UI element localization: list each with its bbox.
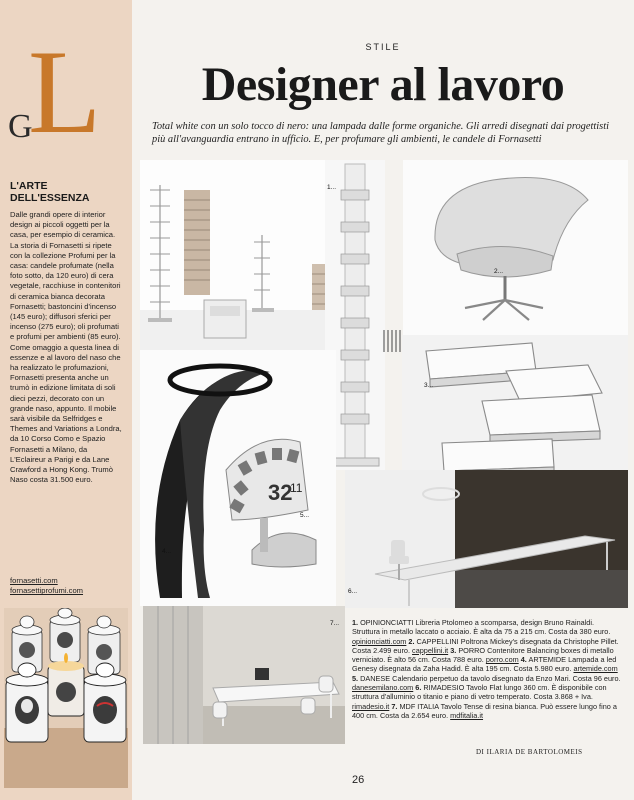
caption-item2-brand: CAPPELLINI [416,636,459,646]
caption-item6-link[interactable]: rimadesio.it [352,701,390,711]
page-subtitle: Total white con un solo tocco di nero: una lampada dalle forme organiche. Gli arredi disegnati dai progettisti più all'avanguardia entrano in ufficio. E, per profumare gli ambienti, le candele di Fornasetti [152,121,609,145]
caption-item4-brand: ARTEMIDE [528,655,567,665]
caption-item3-text: Contenitore Balancing boxes di metallo verniciato. È alto 56 cm. Costa 788 euro. [352,645,614,665]
sidebar-links [10,576,124,596]
sidebar-title-line2: DELL'ESSENZA [10,192,90,204]
photo-number-2: 2... [494,268,504,275]
caption-item1-brand: OPINIONCIATTI [360,618,414,627]
link-fornasetti-profumi[interactable]: fornasettiprofumi.com [10,586,84,596]
tense-table-illustration [143,606,345,744]
photo-lamp-calendar [140,350,336,606]
armchair-illustration [403,160,628,335]
caption-item3-link[interactable]: porro.com [485,655,519,665]
products-caption [352,618,624,720]
photo-number-6: 6... [348,588,358,595]
caption-item2-text: Poltrona Mickey's disegnata da Christophe Pillet. Costa 2.499 euro. [352,636,619,655]
caption-item3-brand: PORRO [458,645,486,655]
photo-tense-table [143,606,345,744]
caption-item5-num: 5. [352,673,359,683]
caption-item7-link[interactable]: mdfitalia.it [450,710,484,720]
caption-item6-text: Tavolo Flat lungo 360 cm. È disponibile con struttura d'alluminio o titanio e piano di vetro temperato. Costa 3.868 + Iva. [352,683,607,702]
photo-number-7: 7... [330,620,340,627]
link-fornasetti[interactable]: fornasetti.com [10,576,58,585]
caption-item5-text: Calendario perpetuo da tavolo disegnato da Enzo Mari. Costa 96 euro. [392,673,621,683]
caption-item1-text: Libreria Ptolomeo a scomparsa, design Bruno Rainaldi. Struttura in metallo laccato o acciaio. È alta da 75 a 215 cm. Costa da 380 euro. [352,618,611,637]
office-table-illustration [345,470,628,608]
logo-letter-g: G [8,108,33,145]
caption-item6-brand: RIMADESIO [423,683,465,693]
caption-item4-num: 4. [520,655,527,665]
caption-item3-num: 3. [450,645,457,655]
caption-item1-link[interactable]: opinionciatti.com [352,636,407,646]
photo-number-1: 1... [327,184,337,191]
logo-letter-l: L [28,25,102,158]
photo-armchair [403,160,628,335]
section-label: STILE [365,42,401,52]
white-cube [204,300,246,338]
caption-item5-link[interactable]: danesemilano.com [352,683,414,693]
candles-photo [4,608,128,788]
caption-item7-text: Tavolo Tense di resina bianca. Può essere lungo fino a 400 cm. Costa da 2.654 euro. [352,701,617,720]
sidebar-title [10,180,126,204]
svg-text:11: 11 [290,481,303,495]
caption-item2-num: 2. [408,636,415,646]
photo-number-4: 4... [162,548,172,555]
caption-item4-text: Lampada a led Genesy disegnata da Zaha Hadid. È alta 195 cm. Costa 5.980 euro. [352,655,617,674]
caption-item7-brand: MDF ITALIA [399,701,439,711]
photo-number-3: 3... [424,382,434,389]
byline-prefix: DI [476,748,485,756]
candle-lit [48,653,84,716]
caption-item1-num: 1. [352,618,359,627]
photo-number-5: 5... [300,512,310,519]
caption-item2-link[interactable]: cappellini.it [412,645,449,655]
photo-library [140,160,335,350]
caption-item7-num: 7. [391,701,398,711]
sidebar-body-text: Dalle grandi opere di interior design ai piccoli oggetti per la casa, per esempio di ceramica. La storia di Fornasetti si ripete con la collezione Profumi per la casa: candele profumate (nella foto sotto, da 120 euro) di cera vegetale, racchiuse in contenitori di ceramica bianca decorata Fornasetti; bastoncini d'incenso (145 euro); diffusori sferici per incenso (275 euro); oli profumati e profumi per ambienti (85 euro). Come omaggio a questa linea di essenze e al lavoro del naso che ha realizzato le profumazioni, Fornasetti presenta anche un trumò in edizione limitata di soli dieci pezzi, decorato con un grande naso, appunto. Il mobile sarà visibile da Selfridges e Themes and Variations a Londra, da 10 Corso Como e Spazio Fornasetti a Milano, da L'Eclaireur a Parigi e da Lane Crawford a Hong Kong. Trumò Naso costa 31.500 euro. [10,210,122,485]
byline-author: ILARIA DE BARTOLOMEIS [486,748,583,756]
sidebar-panel [0,0,132,800]
page-number: 26 [352,774,365,786]
lamp-illustration [140,350,336,606]
magazine-logo [6,25,126,158]
decor-stripes-2 [382,330,404,352]
page-title: Designer al lavoro [201,58,565,111]
library-illustration [140,160,335,350]
author-byline [476,748,583,756]
svg-text:32: 32 [268,480,293,505]
photo-office-table [345,470,628,608]
caption-item6-num: 6. [415,683,422,693]
caption-item4-link[interactable]: artemide.com [573,664,618,674]
caption-item5-brand: DANESE [360,673,391,683]
sidebar-title-line1: L'ARTE [10,180,48,192]
book-stack-tall [184,190,210,295]
